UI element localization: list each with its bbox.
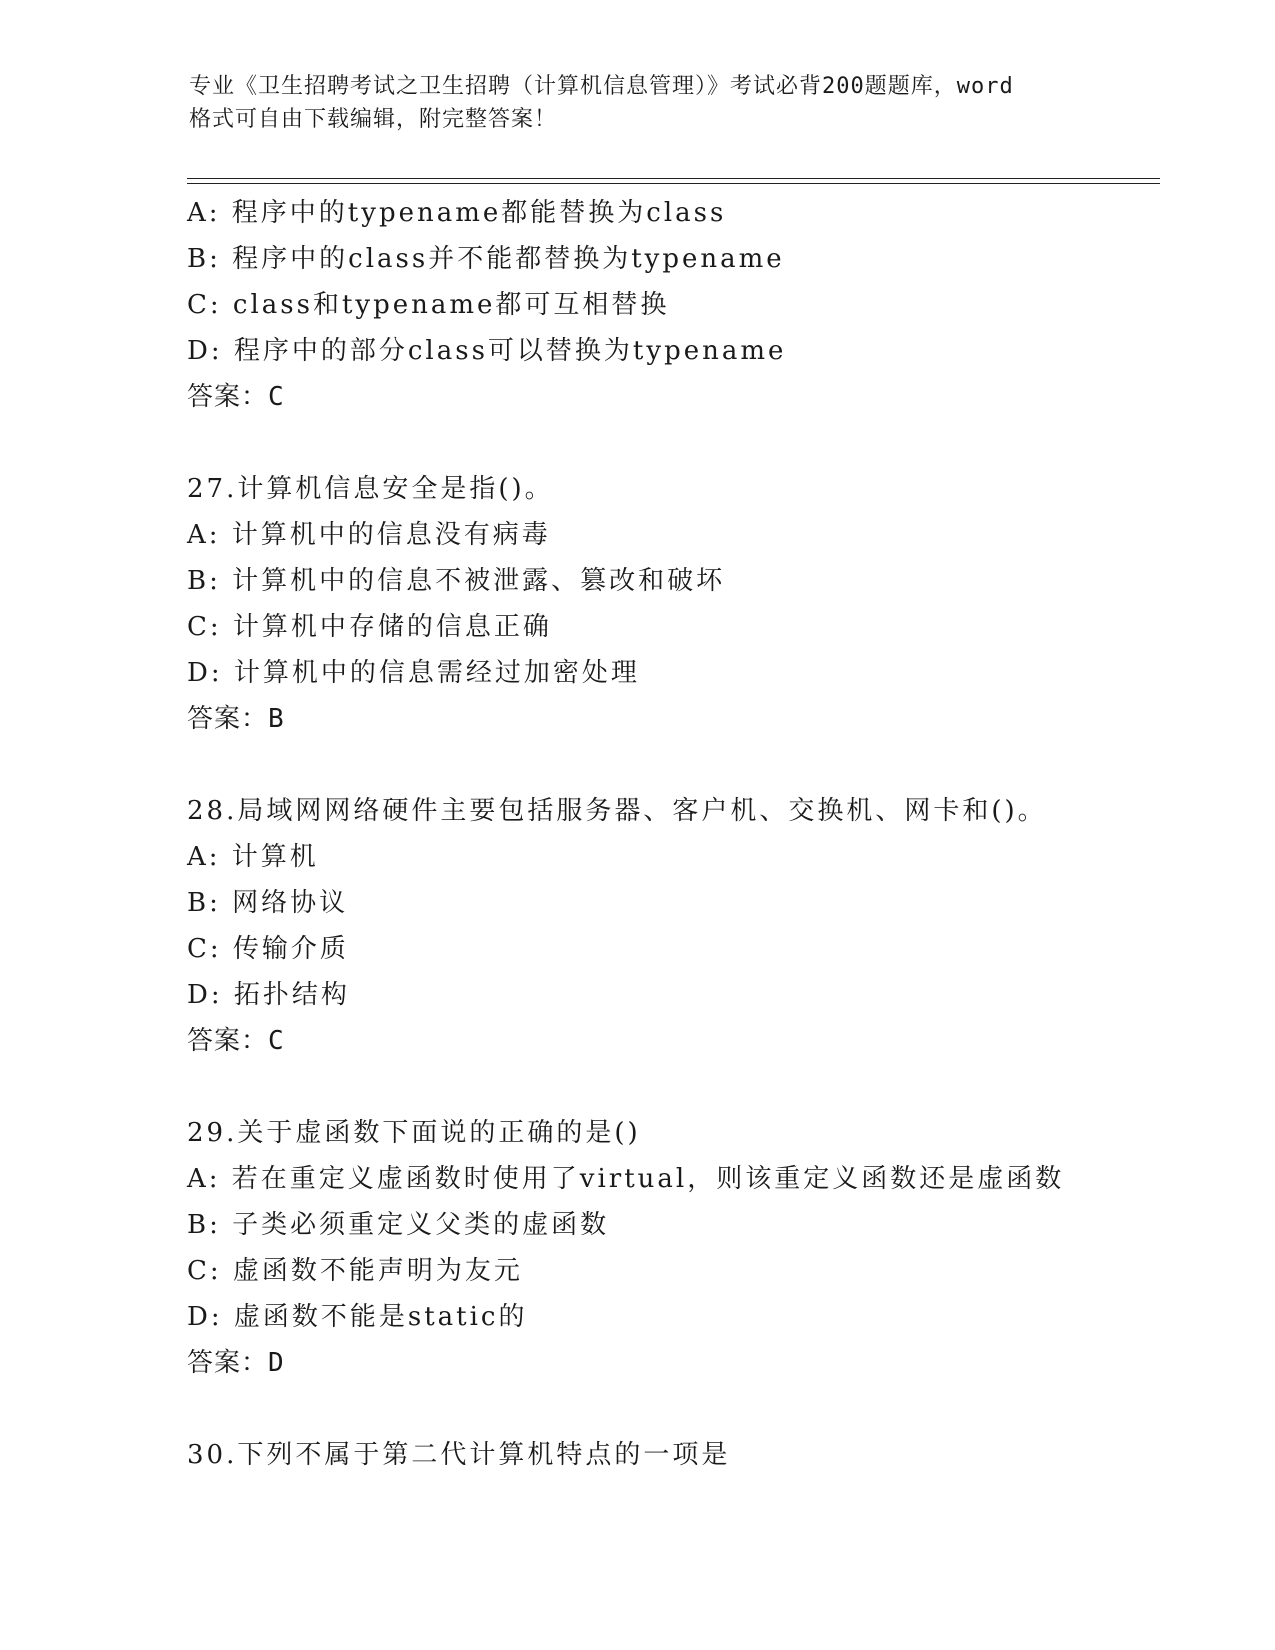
option-a: A: 程序中的typename都能替换为class — [187, 198, 727, 228]
header-divider-bottom — [187, 183, 1160, 184]
question-text: 28.局域网网络硬件主要包括服务器、客户机、交换机、网卡和()。 — [187, 796, 1047, 826]
option-a: A: 计算机中的信息没有病毒 — [187, 520, 551, 550]
header-line-2: 格式可自由下载编辑，附完整答案！ — [189, 107, 558, 132]
answer-line: 答案：C — [187, 1026, 285, 1056]
option-c: C: 传输介质 — [187, 934, 349, 964]
option-b: B: 程序中的class并不能都替换为typename — [187, 244, 785, 274]
option-a: A: 计算机 — [187, 842, 319, 872]
option-d: D: 计算机中的信息需经过加密处理 — [187, 658, 640, 688]
header-divider-top — [187, 178, 1160, 179]
question-block-26 — [187, 190, 1177, 420]
answer-line: 答案：B — [187, 704, 285, 734]
spacer — [187, 742, 1177, 788]
question-list — [187, 190, 1177, 1478]
option-b: B: 计算机中的信息不被泄露、篡改和破坏 — [187, 566, 726, 596]
document-header — [189, 70, 1089, 136]
option-c: C: 计算机中存储的信息正确 — [187, 612, 552, 642]
option-a: A: 若在重定义虚函数时使用了virtual，则该重定义函数还是虚函数 — [187, 1164, 1065, 1194]
option-d: D: 虚函数不能是static的 — [187, 1302, 528, 1332]
option-c: C: 虚函数不能声明为友元 — [187, 1256, 523, 1286]
spacer — [187, 1386, 1177, 1432]
question-block-28 — [187, 788, 1177, 1064]
question-text: 30.下列不属于第二代计算机特点的一项是 — [187, 1440, 731, 1470]
option-c: C: class和typename都可互相替换 — [187, 290, 670, 320]
option-d: D: 拓扑结构 — [187, 980, 350, 1010]
option-d: D: 程序中的部分class可以替换为typename — [187, 336, 787, 366]
answer-line: 答案：D — [187, 1348, 285, 1378]
question-block-29 — [187, 1110, 1177, 1386]
option-b: B: 网络协议 — [187, 888, 349, 918]
question-text: 27.计算机信息安全是指()。 — [187, 474, 554, 504]
spacer — [187, 420, 1177, 466]
question-text: 29.关于虚函数下面说的正确的是() — [187, 1118, 641, 1148]
option-b: B: 子类必须重定义父类的虚函数 — [187, 1210, 610, 1240]
question-block-30 — [187, 1432, 1177, 1478]
answer-line: 答案：C — [187, 382, 285, 412]
question-block-27 — [187, 466, 1177, 742]
header-line-1: 专业《卫生招聘考试之卫生招聘（计算机信息管理）》考试必背200题题库，word — [189, 74, 1014, 99]
spacer — [187, 1064, 1177, 1110]
